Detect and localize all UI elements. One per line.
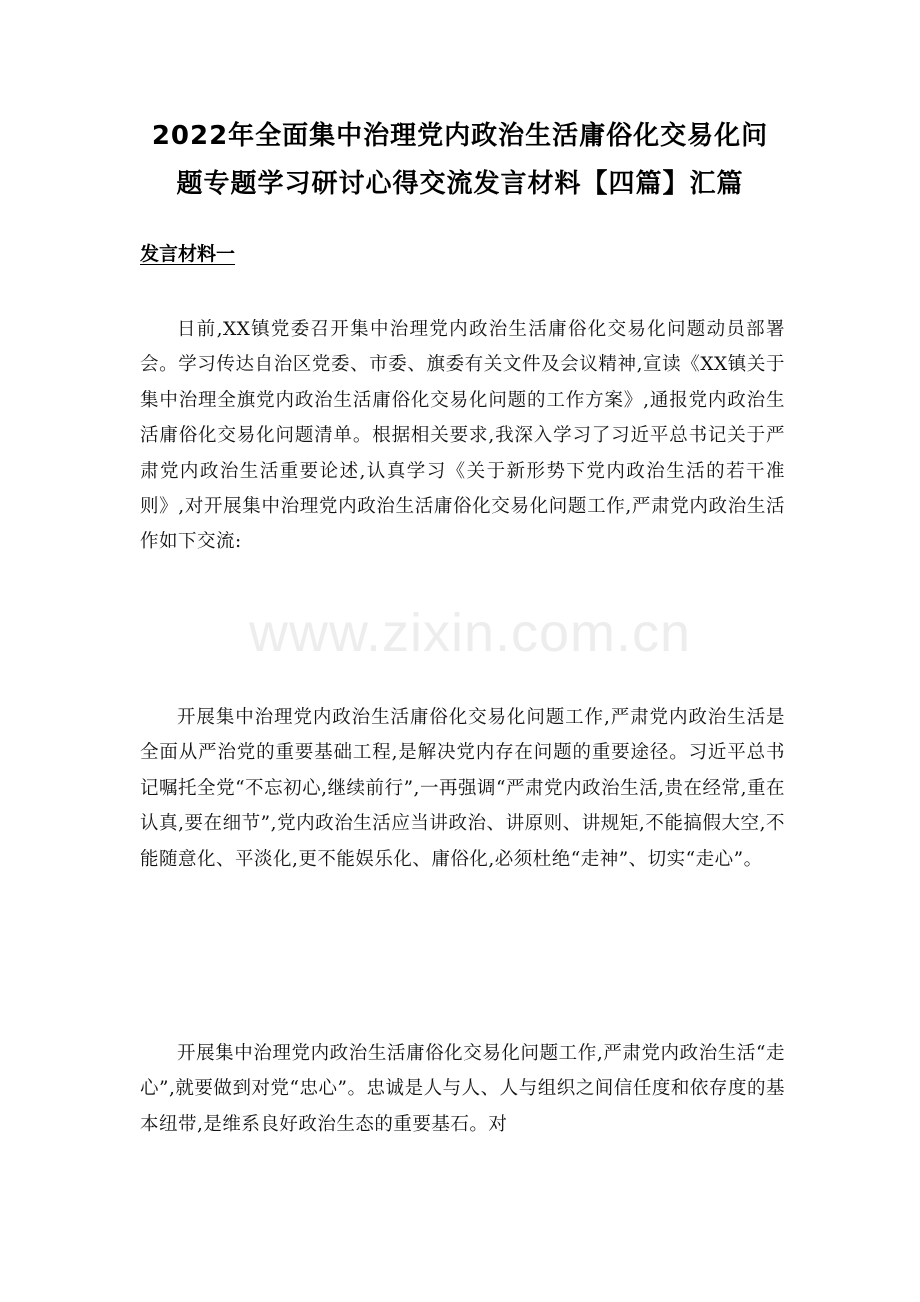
- body-paragraph-1: 日前,XX镇党委召开集中治理党内政治生活庸俗化交易化问题动员部署会。学习传达自治区党委、市委、旗委有关文件及会议精神,宣读《XX镇关于集中治理全旗党内政治生活庸俗化交易化问题的工作方案》,通报党内政治生活庸俗化交易化问题清单。根据相关要求,我深入学习了习近平总书记关于严肃党内政治生活重要论述,认真学习《关于新形势下党内政治生活的若干准则》,对开展集中治理党内政治生活庸俗化交易化问题工作,严肃党内政治生活作如下交流:: [140, 319, 785, 553]
- title-line-2: 题专题学习研讨心得交流发言材料【四篇】汇篇: [176, 169, 744, 199]
- section-heading: 发言材料一: [140, 243, 236, 265]
- title-line-1: 2022年全面集中治理党内政治生活庸俗化交易化问: [151, 121, 769, 151]
- watermark-text: www.zixin.com.cn: [248, 603, 692, 663]
- document-title: [120, 112, 800, 208]
- body-paragraph-2: 开展集中治理党内政治生活庸俗化交易化问题工作,严肃党内政治生活是全面从严治党的重要基础工程,是解决党内存在问题的重要途径。习近平总书记嘱托全党“不忘初心,继续前行”,一再强调“严肃党内政治生活,贵在经常,重在认真,要在细节”,党内政治生活应当讲政治、讲原则、讲规矩,不能搞假大空,不能随意化、平淡化,更不能娱乐化、庸俗化,必须杜绝“走神”、切实“走心”。: [140, 707, 785, 870]
- body-paragraph-3: 开展集中治理党内政治生活庸俗化交易化问题工作,严肃党内政治生活“走心”,就要做到对党“忠心”。忠诚是人与人、人与组织之间信任度和依存度的基本纽带,是维系良好政治生态的重要基石。对: [140, 1043, 785, 1135]
